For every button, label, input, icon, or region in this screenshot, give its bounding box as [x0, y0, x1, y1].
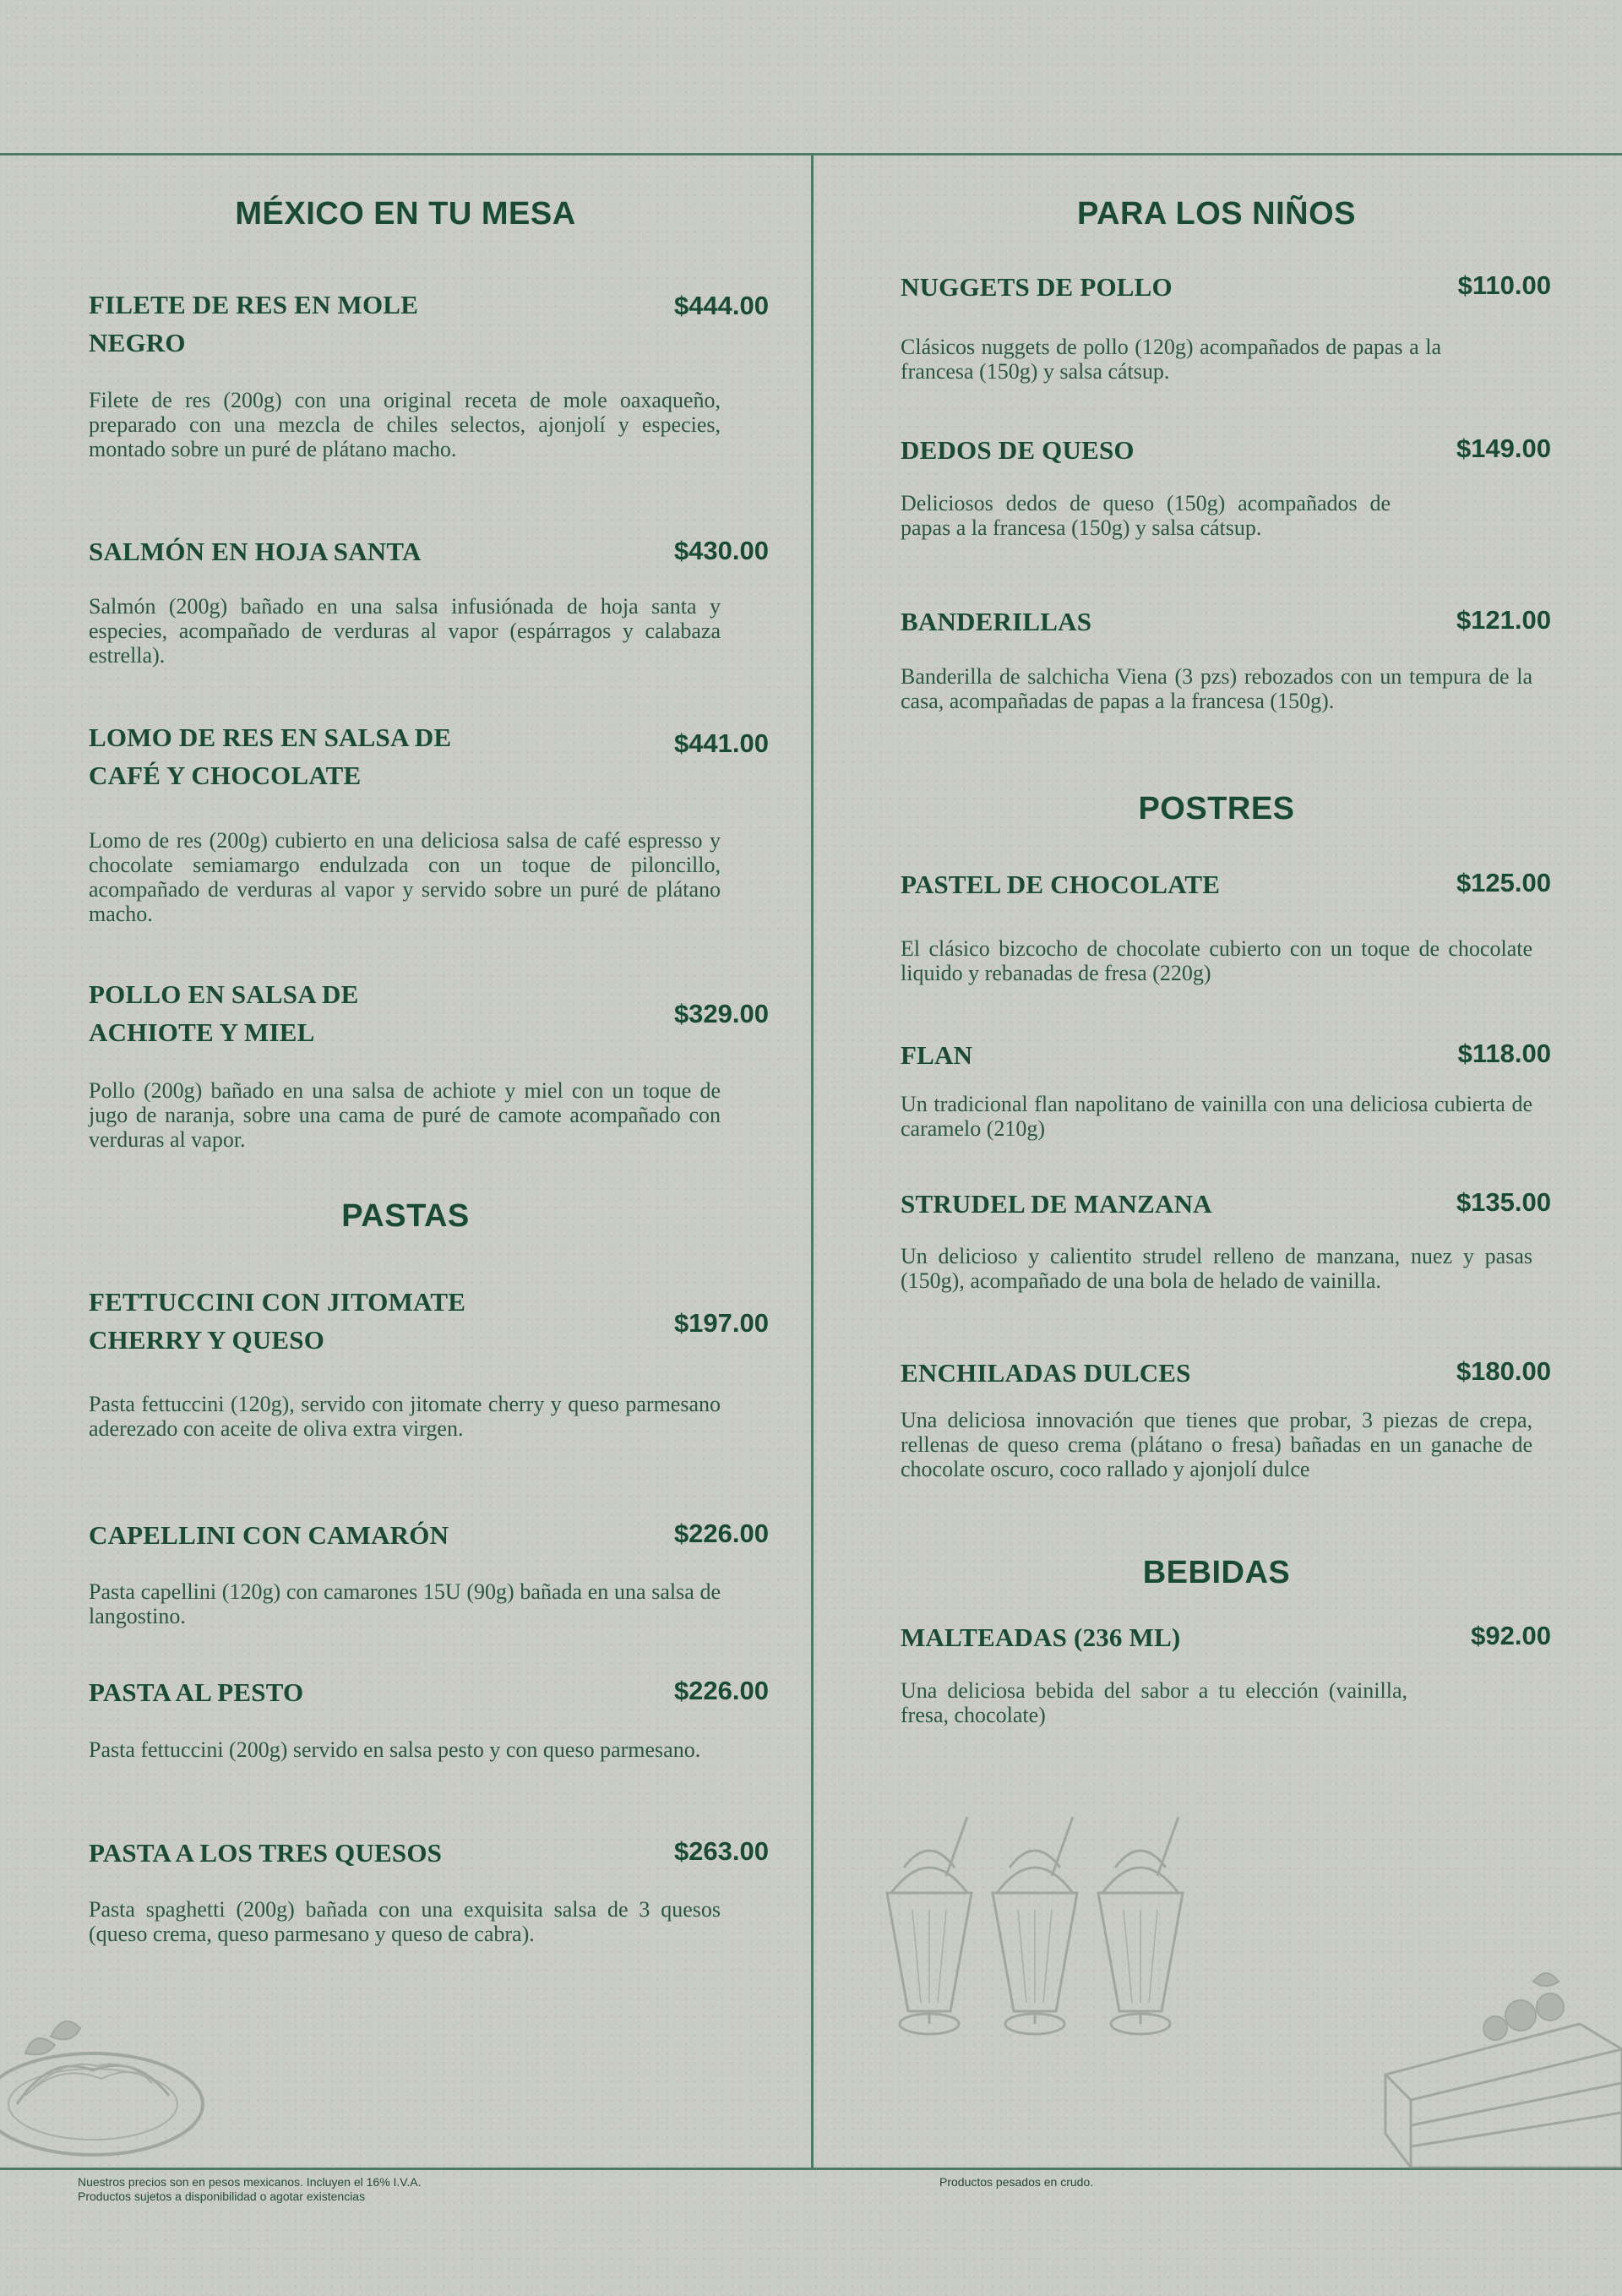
- dish-description: Pollo (200g) bañado en una salsa de achiote y miel con un toque de jugo de naranja, sobre una cama de puré de camote acompañado con verduras al vapor.: [89, 1078, 721, 1152]
- dish-description: Salmón (200g) bañado en una salsa infusiónada de hoja santa y especies, acompañado de verduras al vapor (espárragos y calabaza estrella).: [89, 594, 721, 668]
- dish-price: $329.00: [673, 999, 769, 1028]
- dish-description: Pasta capellini (120g) con camarones 15U (90g) bañada en una salsa de langostino.: [89, 1579, 721, 1628]
- dish-description: Pasta fettuccini (120g), servido con jitomate cherry y queso parmesano aderezado con aceite de oliva extra virgen.: [89, 1392, 721, 1441]
- dish-price: $226.00: [673, 1519, 769, 1548]
- milkshakes-illustration: [870, 1817, 1208, 2045]
- dish-name: POLLO EN SALSA DE ACHIOTE Y MIEL: [89, 979, 359, 1047]
- dish-price: $226.00: [673, 1676, 769, 1705]
- dish-description: Una deliciosa innovación que tienes que probar, 3 piezas de crepa, rellenas de queso crema (plátano o fresa) bañadas en un ganache de chocolate oscuro, coco rallado y ajonjolí dulce: [901, 1408, 1532, 1481]
- dish-price: $149.00: [1456, 434, 1551, 463]
- dish-price: $92.00: [1471, 1621, 1551, 1650]
- dish-description: Una deliciosa bebida del sabor a tu elección (vainilla, fresa, chocolate): [901, 1678, 1407, 1727]
- dish-name: CAPELLINI CON CAMARÓN: [89, 1520, 449, 1550]
- section-title-postres: POSTRES: [1138, 791, 1295, 826]
- dish-description: Banderilla de salchicha Viena (3 pzs) rebozados con un tempura de la casa, acompañadas de papas a la francesa (150g).: [901, 664, 1532, 713]
- footnote-raw-weight: Productos pesados en crudo.: [939, 2175, 1094, 2189]
- dish-name: ENCHILADAS DULCES: [901, 1358, 1191, 1388]
- dish-name: STRUDEL DE MANZANA: [901, 1189, 1212, 1219]
- dish-description: El clásico bizcocho de chocolate cubierto con un toque de chocolate liquido y rebanadas de fresa (220g): [901, 936, 1532, 985]
- cake-slice-illustration: [1377, 1956, 1622, 2176]
- dish-name: SALMÓN EN HOJA SANTA: [89, 537, 422, 566]
- dish-name: BANDERILLAS: [901, 607, 1092, 636]
- section-title-ninos: PARA LOS NIÑOS: [1076, 196, 1357, 232]
- section-title-bebidas: BEBIDAS: [1142, 1555, 1291, 1590]
- dish-name: FLAN: [901, 1040, 973, 1070]
- dish-price: $125.00: [1456, 868, 1551, 897]
- dish-description: Clásicos nuggets de pollo (120g) acompañados de papas a la francesa (150g) y salsa cátsup.: [901, 335, 1441, 384]
- dish-name: PASTA A LOS TRES QUESOS: [89, 1838, 443, 1868]
- dish-description: Lomo de res (200g) cubierto en una deliciosa salsa de café espresso y chocolate semiamargo endulzada con un toque de piloncillo, acompañado de verduras al vapor y servido sobre un puré de plátano macho.: [89, 828, 721, 926]
- dish-name: MALTEADAS (236 ML): [901, 1622, 1181, 1652]
- dish-name: FETTUCCINI CON JITOMATE CHERRY Y QUESO: [89, 1287, 466, 1355]
- dish-description: Pasta spaghetti (200g) bañada con una exquisita salsa de 3 quesos (queso crema, queso parmesano y queso de cabra).: [89, 1897, 721, 1946]
- footnote-availability: Productos sujetos a disponibilidad o agotar existencias: [78, 2190, 366, 2203]
- dish-name: FILETE DE RES EN MOLE NEGRO: [89, 290, 419, 357]
- section-title-mexico: MÉXICO EN TU MESA: [235, 196, 576, 232]
- dish-price: $180.00: [1456, 1356, 1551, 1386]
- dish-name: NUGGETS DE POLLO: [901, 272, 1173, 302]
- dish-name: PASTEL DE CHOCOLATE: [901, 870, 1221, 899]
- dish-price: $430.00: [673, 536, 769, 565]
- dish-description: Pasta fettuccini (200g) servido en salsa pesto y con queso parmesano.: [89, 1737, 701, 1762]
- dish-description: Un delicioso y calientito strudel relleno de manzana, nuez y pasas (150g), acompañado de una bola de helado de vainilla.: [901, 1244, 1532, 1293]
- pasta-plate-illustration: [0, 1977, 211, 2163]
- dish-price: $121.00: [1456, 605, 1551, 635]
- section-title-pastas: PASTAS: [341, 1198, 470, 1234]
- dish-description: Deliciosos dedos de queso (150g) acompañados de papas a la francesa (150g) y salsa cátsup.: [901, 491, 1391, 540]
- column-divider: [811, 153, 814, 2170]
- dish-price: $135.00: [1456, 1187, 1551, 1217]
- dish-price: $444.00: [673, 291, 769, 320]
- dish-description: Filete de res (200g) con una original receta de mole oaxaqueño, preparado con una mezcla de chiles selectos, ajonjolí y especies, montado sobre un puré de plátano macho.: [89, 388, 721, 461]
- dish-name: DEDOS DE QUESO: [901, 435, 1135, 465]
- dish-price: $118.00: [1457, 1039, 1551, 1068]
- dish-description: Un tradicional flan napolitano de vainilla con una deliciosa cubierta de caramelo (210g): [901, 1092, 1532, 1141]
- dish-price: $441.00: [673, 728, 769, 758]
- footnote-prices: Nuestros precios son en pesos mexicanos. Incluyen el 16% I.V.A.: [78, 2175, 422, 2189]
- dish-price: $110.00: [1457, 270, 1551, 300]
- dish-name: PASTA AL PESTO: [89, 1677, 304, 1707]
- dish-price: $263.00: [673, 1836, 769, 1866]
- dish-price: $197.00: [673, 1308, 769, 1338]
- dish-name: LOMO DE RES EN SALSA DE CAFÉ Y CHOCOLATE: [89, 723, 452, 790]
